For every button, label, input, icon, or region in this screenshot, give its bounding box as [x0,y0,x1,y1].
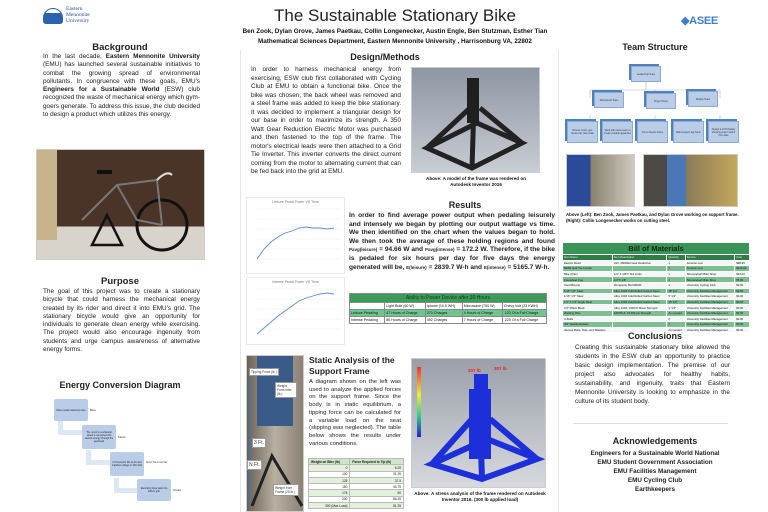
flow-arrow [58,420,84,435]
table-cell: Amazon.com [685,266,734,272]
team-photo-right [643,154,738,207]
energy-diagram-heading: Energy Conversion Diagram [59,380,181,390]
table-cell: 4 Hours of Charge [462,310,502,317]
table-cell: Alloy 1018 Cold Rolled Carbon Steel [613,299,667,305]
table-cell: 6.25 [350,465,404,471]
affiliation: Mathematical Sciences Department, Eastern Mennonite University , Harrisonburg VA, 22802 [258,38,532,45]
org-task: Choose motor, gen. device bar, bike chain [567,121,598,143]
table-cell: 3/8" Nuts/Endplates [563,322,613,328]
energy-label: Outlet [173,488,182,492]
table-cell: Various Bolts, Nuts, and Washers [563,327,613,333]
emu-logo-icon [43,8,63,24]
text: Engineers for a Sustainable World [43,86,160,94]
table-cell: 56.25 [350,496,404,502]
static-analysis-photo [246,355,304,512]
table-cell: Leisure Pedaling [350,310,385,317]
asee-logo [681,14,718,27]
table-cell: University Facilities Management [685,316,734,322]
table-cell: Intense Pedaling [350,317,385,324]
table-cell: 15' 1/2" [667,299,685,305]
team-photo-caption: Above (Left): Ben Zook, James Paetkau, and Dylan Grove working on support frame. (Right): Collin Longenecker works on cutting steel. [566,212,739,223]
table-header: Light Bulb (60 W) [385,303,426,310]
diagram-label: Weight from Frame (25 lb.) [273,484,299,496]
table-cell: Shenandoah Bike Shop [685,271,734,277]
table-cell: $129.00 [735,266,750,272]
table-cell: $13.00 [735,271,750,277]
diagram-label: Weight From rider (lb.) [275,382,297,398]
table-cell: Used Bicycle [563,282,613,288]
leisure-power-chart [246,197,345,274]
model-caption: Above: A model of the frame was rendered on Autodesk Inventor 2016 [426,176,526,187]
emu-logo [43,7,90,24]
table-cell: As needed [667,310,685,316]
table-cell: ER70S-6, 70,000 psi Strength [613,310,667,316]
table-cell: $0.00 [735,327,750,333]
table-cell: U-Bolts [563,316,613,322]
acknowledgement-item: EMU Student Government Association [597,459,713,466]
results-text [349,212,555,272]
text: In order to find average power output when pedaling leisurely and intensely we began by plotting our output wattage vs time. We then identified on the chart when the values began to hold. We then took the average of these holding regions and found [349,212,555,245]
table-cell: 1 [667,277,685,283]
table-cell: University Facilities Management [685,305,734,311]
table-header: Quantity [667,255,685,261]
table-header: Cost [735,255,750,261]
table-cell: University Facilities Management [685,322,734,328]
table-header: Force Required to Tip (lb) [350,459,404,465]
table-cell: 2 [667,316,685,322]
table-cell: University Facilities Management [685,299,734,305]
purpose-heading: Purpose [100,276,139,287]
table-cell: $0.00 [735,322,750,328]
table-cell: 100 [309,471,350,477]
table-title: Bill of Materials [563,243,750,255]
table-cell: University Facilities Management [685,310,734,316]
table-header: Microwave (700 W) [462,303,502,310]
acknowledgement-item: Earthkeepers [635,486,675,493]
static-text: A diagram shown on the left was used to analyze the applied forces on the support frame. Since the body is in static equilibrium, a tipping force can be calculated for a variable load on the seat (slipping was neglected). The table below shows the results under various conditions. [309,379,401,447]
table-cell: 125 [309,477,350,483]
table-row [350,310,547,317]
text: E(intense) [483,264,506,270]
acknowledgements-heading: Acknowledgements [612,436,698,446]
table-cell: 175 [309,490,350,496]
bike-photo [36,149,205,260]
authors: Ben Zook, Dylan Grove, James Paetkau, Collin Longenecker, Austin Engle, Ben Stutzman, Esther Tian [242,28,548,35]
table-cell: 300 (Max Load) [309,503,350,509]
text: Eastern Mennonite University [105,53,200,60]
table-cell: Welding Wire [563,310,613,316]
flow-arrow [86,450,112,465]
table-cell: Mongoose MAXIMUM [613,282,667,288]
table-cell: 37.5 [350,477,404,483]
chart-title: Intense Pedal Power VS Time [272,280,319,284]
table-cell: 1/16" 1.5" Steel [563,288,613,294]
table-cell: $0.00 [735,305,750,311]
diagram-label: Tipping Force (lb.) [251,370,277,374]
table-cell: $0.00 [735,282,750,288]
energy-label: Motor [118,435,126,439]
bill-of-materials-table [562,242,750,333]
table-cell: 4.5" Pillow Block [563,305,613,311]
table-cell: $0.00 [735,316,750,322]
table-cell: .225 Of a Full Charge [502,317,546,324]
table-cell: Amazon.com [685,260,734,266]
table-cell: Alloy 1018 Cold Rolled Carbon Steel [613,294,667,300]
table-cell: University Facilities Management [685,327,734,333]
logo-line: University [66,17,90,24]
table-cell: 270 Charges [425,310,462,317]
table-cell: 50 [350,490,404,496]
static-heading: Static Analysis of the Support Frame [309,355,395,376]
table-cell: 4 [667,322,685,328]
table-row [350,317,547,324]
table-header: Iphone (10.5 WH) [425,303,462,310]
power-device-table [349,293,547,324]
table-cell: 7 Hours of Charge [462,317,502,324]
divider [573,423,728,424]
table-cell: University Cycling Club [685,282,734,288]
table-cell: 1 [667,282,685,288]
table-cell: 86 Hours of Charge [385,317,426,324]
table-cell: 1 [667,271,685,277]
text: E(leisure) [406,264,427,270]
energy-step-3: GTI converts DC to AC and matches voltage to 120 volts [110,452,144,476]
table-cell: 1' 1/2" [667,305,685,311]
table-row [563,299,750,305]
table-cell: 1 [667,260,685,266]
table-cell: 1/16" 1.5" Steel [563,294,613,300]
text: = 5165.7 W-h. [505,263,550,271]
design-text: In order to harness mechanical energy from exercising, ESW club first collaborated with Cycling Club at EMU to obtain a functional bike. Once the bike was chosen, the back wheel was removed and a steel frame was added to keep the bike stationary. It was decided to implement a triangular design for our base in order to maximize its strength. A 350 Watt Gear Reduction Electric Motor was purchased and then fastened to the top of the frame. The motor's electrical leads were then attached to a Grid Tie Inverter. This inverter converts the direct current coming from the motor to alternating current that can be fed back into the grid at EMU. [251,66,401,175]
intense-line-chart [247,284,344,342]
energy-step-4: Electricity flows back into EMU's grid [137,479,171,501]
background-text [43,53,200,119]
design-heading: Design/Methods [350,52,420,62]
table-header: Item Description [613,255,667,261]
table-cell: Shenandoah Bike Shop [685,277,734,283]
org-team: Mechanical Team [594,92,624,108]
table-cell: 492 Charges [425,317,462,324]
table-cell: $98.95 [735,260,750,266]
table-cell: $0.00 [735,288,750,294]
acknowledgement-item: EMU Cycling Club [627,477,683,484]
stress-model-icon [412,359,546,488]
conclusions-text: Creating this sustainable stationary bike allowed the students in the ESW club an opportunity to practice basic design implementation. The premise of our project also advocates for healthy habits, sustainability, and ingenuity, traits that Eastern Mennonite University is looking to emphasize in the culture of its student body. [575,344,730,405]
stress-analysis-image [411,358,546,488]
logo-line: Mennonite [66,11,90,18]
text: = 172.2 W. Therefore, if the bike is pedaled for six hours per day for five days the energy generated will be, [349,246,555,271]
tipping-force-table [308,458,404,509]
acknowledgement-item: Engineers for a Sustainable World National [590,450,720,457]
table-header: Item Name [563,255,613,261]
table-header [350,303,385,310]
divider [240,50,241,512]
table-row [309,503,404,509]
frame-model-icon [412,68,540,173]
org-task: Design a LCD Display showing power output from bike [708,121,739,143]
stress-caption: Above: A stress analysis of the frame rendered on Autodesk Inventor 2016. (300 lb applied load) [414,491,546,502]
load-label: 307 lb [494,366,507,371]
leisure-line-chart [247,204,344,270]
table-cell: Alloy 1018 Cold Rolled Carbon Steel [613,288,667,294]
poster-title: The Sustainable Stationary Bike [274,6,516,25]
table-cell: 1/2" X 1/8"X 112 Links [613,271,667,277]
load-label: 307 lb [468,368,481,373]
table-cell: $0.00 [735,310,750,316]
table-cell: 0 [309,465,350,471]
table-cell: As needed [667,327,685,333]
text: Pavg(leisure) [349,247,378,253]
table-cell: 81.25 [350,503,404,509]
diagram-label: 3 Ft. [254,440,265,446]
table-header: Source [685,255,734,261]
chart-title: Leisure Pedal Power VS Time [272,200,319,204]
text: Pavg(intense) [424,247,455,253]
table-cell: 24V, 350Watt Gear Reduction [613,260,667,266]
table-title: Ability to Power Device after 30 Hours [350,294,547,303]
table-cell: $0.00 [735,299,750,305]
text: = 94.66 W and [377,246,425,254]
table-header: Weight on Bike (lb) [309,459,350,465]
table-cell: Electric Motor [563,260,613,266]
diagram-label: N Ft. [249,462,260,468]
org-task: Work with frame team to create a stable apparatus [602,121,633,143]
table-cell: 31.25 [350,471,404,477]
bicycle-icon [37,150,205,260]
results-heading: Results [448,200,482,210]
table-cell: 47 Hours of Charge [385,310,426,317]
table-cell: 18' 1/2" [667,288,685,294]
table-cell: Freewheel Cog [563,277,613,283]
table-cell: 150 [309,484,350,490]
frame-model-image [411,67,540,173]
table-cell: Bike Chain [563,271,613,277]
energy-step-1: Rider pedals stationary bike [54,399,88,421]
table-cell: University Facilities Management [685,294,734,300]
intense-power-chart [246,277,345,345]
acknowledgements-list [570,449,740,494]
table-cell: 1.5" X 1.5" Angle Steel [563,299,613,305]
table-cell: $0.00 [735,294,750,300]
table-cell: 5' 1/2" [667,294,685,300]
org-task: Find a bicycle frame [637,121,668,143]
org-team: Project Team [646,93,676,109]
table-header: Chevy Volt (23 KWH) [502,303,546,310]
team-photo-left [566,154,635,207]
org-root: Leadership Team [631,66,661,82]
energy-label: Bike [90,408,96,412]
table-cell: 600W Grid Tie Inverter [563,266,613,272]
asee-mark-icon: ◆ [681,15,690,27]
table-cell: 1/2"X 1/8" [613,277,667,283]
logo-line: Eastern [66,6,83,12]
table-cell: 43.75 [350,484,404,490]
table-cell: University Facilities Management [685,288,734,294]
purpose-text: The goal of this project was to create a stationary bicycle that could harness the mechanical energy created by its rider and direct it into EMU's grid. The stationary bicycle would give an opportunity for individuals to generate clean energy while exercising. The project would also encourage ingenuity from students and urge campus awareness of alternative energy forms. [43,288,200,354]
conclusions-heading: Conclusions [627,331,682,341]
table-cell: $5.00 [735,277,750,283]
text: In the last decade, [43,53,106,60]
table-cell: Alloy 1018, 1400 lb Shear Strength [613,305,667,311]
table-cell: 1 [667,266,685,272]
org-team: Display Team [688,91,718,107]
table-cell: 200 [309,496,350,502]
energy-label: Grid Tie Inverter [146,460,168,464]
table-cell: .123 Of a Full Charge [502,310,546,317]
energy-step-2: The motor's mechanical wheel is converted into electric energy through the gearhead [82,425,116,449]
divider [558,50,559,512]
asee-text: ASEE [689,15,718,27]
text: (EMU) has launched several sustainable initiatives to combat the growing spread of environmental pollutants. In congruence with these goals, EMU's [43,61,200,85]
text: = 2839.7 W-h and [426,263,484,271]
text: (ESW) club recognized the waste of mechanical energy which gym-goers generate. To address this issue, the club decided to design a product which utilizes this energy. [43,86,201,119]
acknowledgement-item: EMU Facilities Management [613,468,697,475]
org-task: Build support leg frame [673,121,704,143]
background-heading: Background [92,42,148,53]
team-heading: Team Structure [622,42,688,52]
